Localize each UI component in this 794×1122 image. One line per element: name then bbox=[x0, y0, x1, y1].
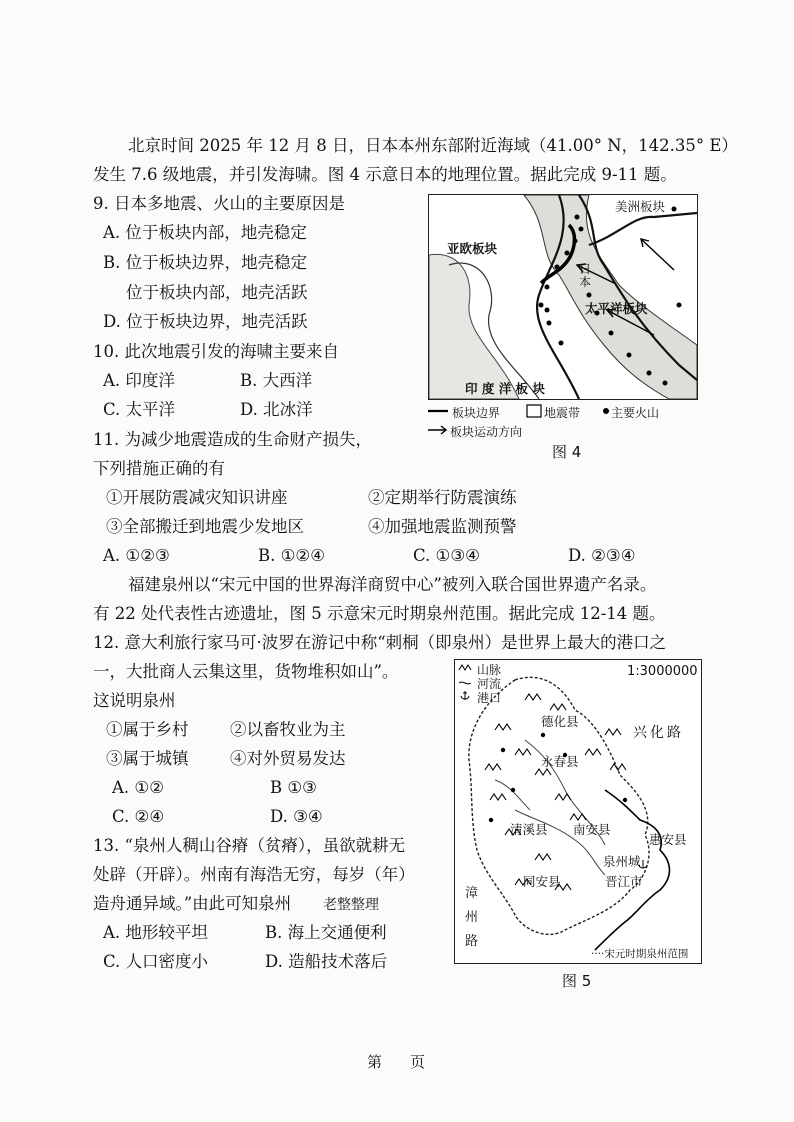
place-qingxi: 清溪县 bbox=[510, 822, 548, 837]
q10-option-a: A. 印度洋 bbox=[103, 371, 175, 390]
label-eurasia-plate: 亚欧板块 bbox=[447, 241, 498, 256]
legend-trench-box bbox=[527, 405, 541, 417]
legend-motion-label: 板块运动方向 bbox=[450, 425, 523, 439]
place-jinjiang: 晋江市 bbox=[605, 874, 643, 889]
place-quanzhou: 泉州城 bbox=[603, 854, 641, 869]
fig5-legend-range-label: 宋元时期泉州范围 bbox=[604, 948, 689, 960]
q12-option-c: C. ②④ bbox=[112, 807, 165, 826]
intro1-line1: 北京时间 2025 年 12 月 8 日，日本本州东部附近海域（41.00° N，142.35° E） bbox=[128, 136, 738, 155]
q12-item-4: ④对外贸易发达 bbox=[230, 749, 346, 768]
q13-option-d: D. 造船技术落后 bbox=[265, 952, 388, 971]
q11-item-3: ③全部搬迁到地震少发地区 bbox=[106, 517, 304, 536]
q12-item-3: ③属于城镇 bbox=[106, 749, 189, 768]
q12-line3: 这说明泉州 bbox=[93, 691, 176, 710]
label-pacific-plate: 太平洋板块 bbox=[585, 301, 648, 316]
q13-option-c: C. 人口密度小 bbox=[103, 952, 209, 971]
figure4-map-graphic bbox=[429, 195, 697, 399]
q12-item-1: ①属于乡村 bbox=[106, 720, 189, 739]
figure4-caption: 图 4 bbox=[552, 443, 582, 461]
q13-line3: 造舟通异域。”由此可知泉州 bbox=[93, 894, 292, 913]
figure4-plate-map bbox=[428, 194, 698, 400]
fig5-legend-icons bbox=[459, 665, 471, 700]
q11-item-1: ①开展防震减灾知识讲座 bbox=[106, 488, 288, 507]
label-america-plate: 美洲板块 bbox=[615, 199, 666, 214]
legend-boundary-label: 板块边界 bbox=[452, 406, 501, 420]
q10-option-b: B. 大西洋 bbox=[240, 371, 313, 390]
q9-option-b: B. 位于板块边界，地壳稳定 bbox=[103, 253, 308, 272]
q11-option-a: A. ①②③ bbox=[103, 546, 170, 565]
q11-option-c: C. ①③④ bbox=[413, 546, 480, 565]
q12-option-d: D. ③④ bbox=[270, 807, 323, 826]
footer-ye: 页 bbox=[410, 1053, 426, 1071]
q11-option-b: B. ①②④ bbox=[258, 546, 325, 565]
place-yongchun: 永春县 bbox=[541, 754, 579, 769]
legend-volcano-label: 主要火山 bbox=[611, 406, 660, 420]
q9-option-c: 位于板块内部，地壳活跃 bbox=[126, 283, 308, 302]
q13-option-a: A. 地形较平坦 bbox=[103, 923, 208, 942]
legend-volcano-dot bbox=[603, 408, 609, 414]
q11-stem-line2: 下列措施正确的有 bbox=[93, 459, 225, 478]
fig5-legend-range: ····宋元时期泉州范围 bbox=[591, 948, 689, 960]
figure5-quanzhou-map bbox=[454, 659, 702, 964]
q13-option-b: B. 海上交通便利 bbox=[265, 923, 387, 942]
fig5-legend-river: 河流 bbox=[477, 677, 502, 691]
q11-item-4: ④加强地震监测预警 bbox=[368, 517, 517, 536]
fig5-legend-mountain: 山脉 bbox=[477, 663, 502, 677]
q13-watermark: 老整整理 bbox=[323, 897, 379, 913]
intro1-line2: 发生 7.6 级地震，并引发海啸。图 4 示意日本的地理位置。据此完成 9-11 题。 bbox=[93, 165, 677, 184]
figure5-caption: 图 5 bbox=[562, 972, 592, 990]
q13-line1: 13. “泉州人稠山谷瘠（贫瘠），虽欲就耕无 bbox=[93, 836, 406, 855]
label-indian-plate: 印 度 洋 板 块 bbox=[465, 381, 545, 396]
fig5-legend-port: 港口 bbox=[477, 691, 502, 705]
q12-option-b: B ①③ bbox=[270, 778, 317, 797]
q9-option-d: D. 位于板块边界，地壳活跃 bbox=[103, 312, 308, 331]
q11-option-d: D. ②③④ bbox=[568, 546, 636, 565]
q12-option-a: A. ①② bbox=[112, 778, 164, 797]
place-dehua: 德化县 bbox=[541, 714, 579, 729]
footer-di: 第 bbox=[367, 1053, 383, 1071]
intro2-line2: 有 22 处代表性古迹遗址，图 5 示意宋元时期泉州范围。据此完成 12-14 题。 bbox=[93, 604, 666, 623]
q11-stem-line1: 11. 为减少地震造成的生命财产损失， bbox=[93, 430, 372, 449]
q12-item-2: ②以畜牧业为主 bbox=[230, 720, 346, 739]
q9-option-a: A. 位于板块内部，地壳稳定 bbox=[103, 223, 307, 242]
fig5-scale: 1:3000000 bbox=[627, 664, 698, 679]
place-nanan: 南安县 bbox=[573, 822, 611, 837]
q10-stem: 10. 此次地震引发的海啸主要来自 bbox=[93, 342, 339, 361]
q12-line2: 一，大批商人云集这里，货物堆积如山”。 bbox=[93, 662, 399, 681]
q11-item-2: ②定期举行防震演练 bbox=[368, 488, 517, 507]
legend-trench-label: 地震带 bbox=[544, 406, 581, 420]
place-zhang-2: 州 bbox=[465, 910, 479, 925]
place-zhang-1: 漳 bbox=[465, 886, 479, 901]
place-tongan: 同安县 bbox=[523, 874, 561, 889]
coastline bbox=[595, 790, 669, 950]
q12-line1: 12. 意大利旅行家马可·波罗在游记中称“刺桐（即泉州）是世界上最大的港口之 bbox=[93, 633, 667, 652]
place-xinghua: 兴化路 bbox=[633, 725, 684, 741]
label-japan: 日本 bbox=[579, 262, 592, 289]
q10-option-d: D. 北冰洋 bbox=[240, 400, 313, 419]
q10-option-c: C. 太平洋 bbox=[103, 400, 176, 419]
intro2-line1: 福建泉州以“宋元中国的世界海洋商贸中心”被列入联合国世界遗产名录。 bbox=[128, 575, 657, 594]
q9-stem: 9. 日本多地震、火山的主要原因是 bbox=[93, 194, 345, 213]
place-huian: 惠安县 bbox=[649, 832, 687, 847]
place-zhang-3: 路 bbox=[465, 934, 479, 949]
q13-line2: 处辟（开辟）。州南有海浩无穷，每岁（年） bbox=[93, 865, 415, 884]
